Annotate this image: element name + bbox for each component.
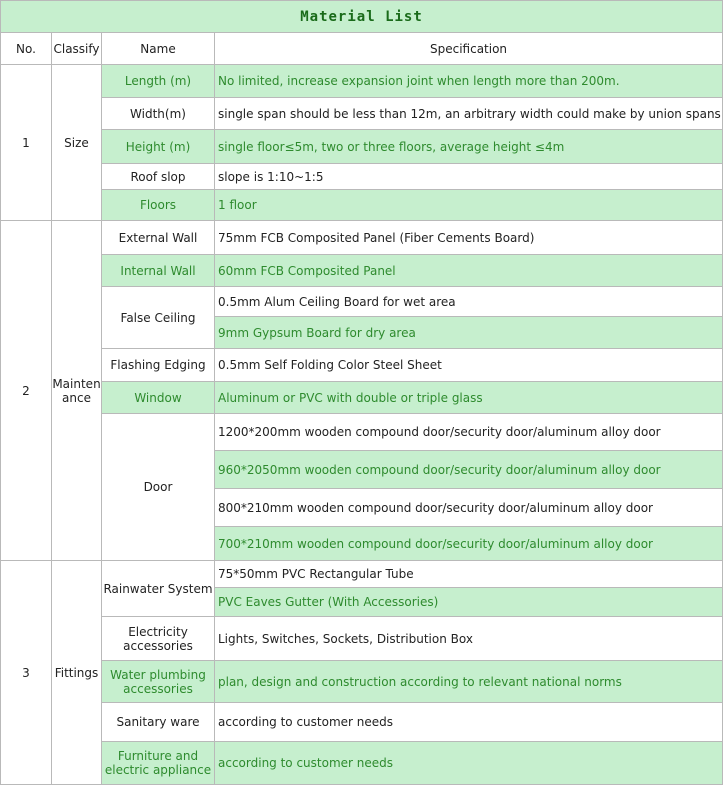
item-name: Flashing Edging — [102, 349, 215, 382]
header-no: No. — [1, 33, 52, 65]
item-name: Roof slop — [102, 164, 215, 190]
table-title: Material List — [1, 1, 723, 33]
item-specification: slope is 1:10~1:5 — [215, 164, 723, 190]
item-specification: according to customer needs — [215, 703, 723, 742]
table-row — [1, 742, 723, 785]
item-specification: 60mm FCB Composited Panel — [215, 255, 723, 287]
item-specification: 700*210mm wooden compound door/security door/aluminum alloy door — [215, 527, 723, 561]
item-specification: 800*210mm wooden compound door/security door/aluminum alloy door — [215, 489, 723, 527]
group-classify: Mainten ance — [52, 221, 102, 561]
item-specification: 1200*200mm wooden compound door/security door/aluminum alloy door — [215, 414, 723, 451]
item-name: Window — [102, 382, 215, 414]
header-specification: Specification — [215, 33, 723, 65]
item-specification: Lights, Switches, Sockets, Distribution Box — [215, 617, 723, 661]
item-name: Water plumbing accessories — [102, 661, 215, 703]
item-name: Electricity accessories — [102, 617, 215, 661]
header-name: Name — [102, 33, 215, 65]
item-name: Width(m) — [102, 98, 215, 130]
group-classify: Fittings — [52, 561, 102, 785]
table-row — [1, 617, 723, 661]
table-row — [1, 561, 723, 588]
item-name: Furniture and electric appliance — [102, 742, 215, 785]
item-specification: 960*2050mm wooden compound door/security door/aluminum alloy door — [215, 451, 723, 489]
item-name: Length (m) — [102, 65, 215, 98]
item-name: External Wall — [102, 221, 215, 255]
item-name: Height (m) — [102, 130, 215, 164]
item-specification: 75*50mm PVC Rectangular Tube — [215, 561, 723, 588]
item-specification: plan, design and construction according to relevant national norms — [215, 661, 723, 703]
table-row — [1, 65, 723, 98]
table-row — [1, 703, 723, 742]
item-specification: 9mm Gypsum Board for dry area — [215, 317, 723, 349]
item-specification: Aluminum or PVC with double or triple glass — [215, 382, 723, 414]
table-row — [1, 414, 723, 451]
table-row — [1, 287, 723, 317]
item-name: Rainwater System — [102, 561, 215, 617]
group-number: 2 — [1, 221, 52, 561]
header-classify: Classify — [52, 33, 102, 65]
table-row — [1, 98, 723, 130]
table-row — [1, 190, 723, 221]
table-row — [1, 221, 723, 255]
table-row — [1, 661, 723, 703]
item-specification: single floor≤5m, two or three floors, average height ≤4m — [215, 130, 723, 164]
item-name: Door — [102, 414, 215, 561]
item-name: Internal Wall — [102, 255, 215, 287]
group-classify: Size — [52, 65, 102, 221]
table-row — [1, 164, 723, 190]
group-number: 3 — [1, 561, 52, 785]
item-name: Sanitary ware — [102, 703, 215, 742]
table-row — [1, 349, 723, 382]
item-specification: according to customer needs — [215, 742, 723, 785]
item-specification: PVC Eaves Gutter (With Accessories) — [215, 588, 723, 617]
table-row — [1, 255, 723, 287]
item-name: Floors — [102, 190, 215, 221]
table-row — [1, 382, 723, 414]
item-specification: 0.5mm Alum Ceiling Board for wet area — [215, 287, 723, 317]
group-number: 1 — [1, 65, 52, 221]
item-specification: single span should be less than 12m, an arbitrary width could make by union spans — [215, 98, 723, 130]
table-row — [1, 130, 723, 164]
item-specification: 75mm FCB Composited Panel (Fiber Cements Board) — [215, 221, 723, 255]
item-specification: No limited, increase expansion joint when length more than 200m. — [215, 65, 723, 98]
item-specification: 1 floor — [215, 190, 723, 221]
item-specification: 0.5mm Self Folding Color Steel Sheet — [215, 349, 723, 382]
item-name: False Ceiling — [102, 287, 215, 349]
